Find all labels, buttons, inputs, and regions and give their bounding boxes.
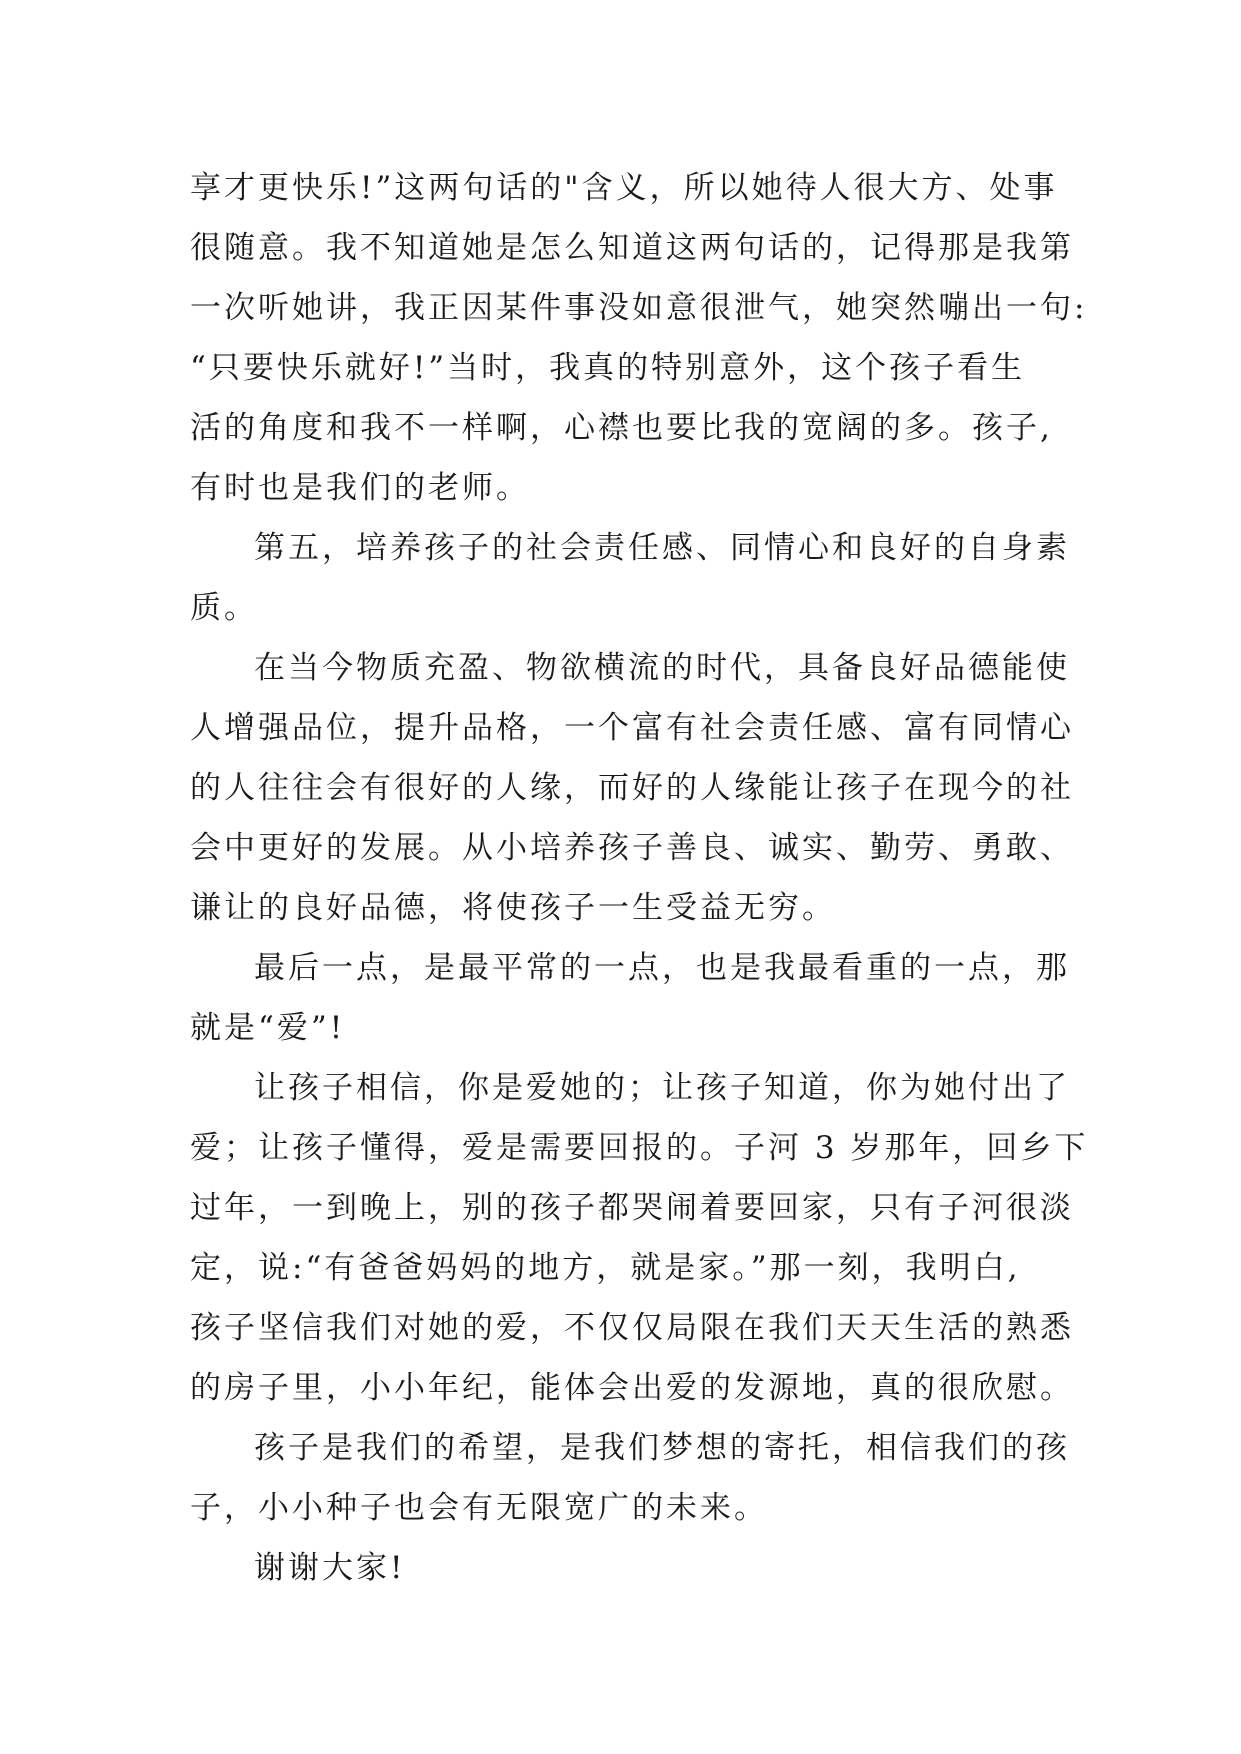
- text-line: 谦让的良好品德，将使孩子一生受益无穷。: [190, 890, 836, 926]
- text-line: 定，说:“有爸爸妈妈的地方，就是家。”那一刻，我明白,: [190, 1250, 1021, 1286]
- text-line: “只要快乐就好!”当时，我真的特别意外，这个孩子看生: [190, 350, 1026, 386]
- text-line: 孩子坚信我们对她的爱，不仅仅局限在我们天天生活的熟悉: [190, 1310, 1074, 1346]
- text-line: 谢谢大家!: [254, 1550, 406, 1586]
- text-line: 就是“爱”!: [190, 1010, 346, 1046]
- text-line: 有时也是我们的老师。: [190, 470, 530, 506]
- text-line: 享才更快乐!”这两句话的"含义，所以她待人很大方、处事: [190, 170, 1058, 206]
- text-line: 孩子是我们的希望，是我们梦想的寄托，相信我们的孩: [254, 1430, 1070, 1466]
- document-body: [190, 158, 1089, 1598]
- text-line: 过年，一到晚上，别的孩子都哭闹着要回家，只有子河很淡: [190, 1190, 1074, 1226]
- text-line: 的房子里，小小年纪，能体会出爱的发源地，真的很欣慰。: [190, 1370, 1074, 1406]
- text-line: 子，小小种子也会有无限宽广的未来。: [190, 1490, 768, 1526]
- text-line: 很随意。我不知道她是怎么知道这两句话的，记得那是我第: [190, 230, 1074, 266]
- text-line: 一次听她讲，我正因某件事没如意很泄气，她突然嘣出一句:: [190, 290, 1088, 326]
- text-line: 爱；让孩子懂得，爱是需要回报的。子河 3 岁那年，回乡下: [190, 1130, 1089, 1166]
- text-line: 第五，培养孩子的社会责任感、同情心和良好的自身素: [254, 530, 1070, 566]
- text-line: 会中更好的发展。从小培养孩子善良、诚实、勤劳、勇敢、: [190, 830, 1074, 866]
- text-line: 活的角度和我不一样啊，心襟也要比我的宽阔的多。孩子,: [190, 410, 1053, 446]
- text-line: 质。: [190, 590, 258, 626]
- text-line: 在当今物质充盈、物欲横流的时代，具备良好品德能使: [254, 650, 1070, 686]
- text-line: 的人往往会有很好的人缘，而好的人缘能让孩子在现今的社: [190, 770, 1074, 806]
- text-line: 让孩子相信，你是爱她的；让孩子知道，你为她付出了: [254, 1070, 1070, 1106]
- text-line: 人增强品位，提升品格，一个富有社会责任感、富有同情心: [190, 710, 1074, 746]
- text-line: 最后一点，是最平常的一点，也是我最看重的一点，那: [254, 950, 1070, 986]
